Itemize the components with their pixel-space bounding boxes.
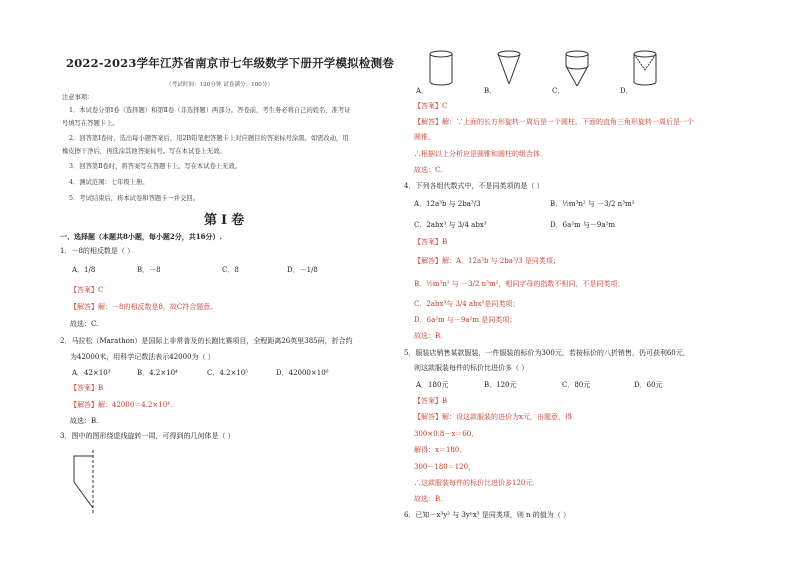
option-c: C．80元 — [562, 381, 591, 389]
question-stem-cont: 则这款服装每件的标价比进价多（ ） — [414, 364, 529, 372]
option-c: C． — [552, 87, 565, 95]
notice-line: 2．回答第Ⅰ卷时，选出每小题答案后，用2B铅笔把答题卡上对应题目的答案标号涂黑。如需改动，用 — [69, 135, 349, 143]
analysis-text: 【解答】解：A．12a³b 与 2ba³/3 是同类项； — [414, 257, 560, 265]
option-a: A． — [416, 87, 429, 95]
conclusion-text: 故选：B. — [70, 417, 99, 425]
answer-label: 【答案】B — [70, 384, 104, 392]
analysis-text: ∴根据以上分析应是圆锥和圆柱的组合体． — [414, 150, 547, 158]
notice-list — [62, 105, 394, 205]
conclusion-text: 故选：B. — [414, 332, 443, 340]
option-d: D．42000×10⁰ — [276, 369, 329, 377]
option-c: C．4.2×10⁵ — [207, 369, 249, 377]
notice-heading: 注意事项： — [62, 94, 94, 101]
notice-line: 号填写在答题卡上。 — [62, 119, 119, 127]
option-a: A．12a³b 与 2ba³/3 — [414, 200, 481, 208]
option-b: B．4.2×10⁴ — [137, 369, 178, 377]
analysis-text: 【解答】解：设这款服装的进价为x元，由题意，得 — [414, 413, 572, 421]
analysis-text: 【解答】解：42000＝4.2×10⁴. — [70, 401, 173, 409]
notice-line: 橡皮擦干净后，再选涂其他答案标号。写在本试卷上无效。 — [62, 147, 226, 155]
analysis-text: B．½m³n² 与 －3/2 n³m²，相同字母的指数不相同，不是同类项； — [414, 280, 625, 288]
option-b: B．120元 — [484, 381, 517, 389]
question-stem: 5．服装店销售某款服装，一件服装的标价为300元，若按标价的八折销售，仍可获利60元， — [404, 349, 690, 357]
analysis-text: 【解答】解：∵上面的长方形旋转一周后是一个圆柱，下面的直角三角形旋转一周后是一个 — [414, 118, 694, 126]
option-a: A．42×10³ — [72, 369, 111, 377]
notice-line: 4．测试范围：七年级上册。 — [69, 178, 149, 186]
question-stem: 2．马拉松（Marathon）是国际上非常普及的长跑比赛项目，全程距离26英里385码，折合约 — [60, 337, 353, 345]
notice-line: 3．回答第Ⅱ卷时，将答案写在答题卡上。写在本试卷上无效。 — [69, 163, 242, 171]
option-c: C．2abx³ 与 3/4 abx³ — [414, 221, 487, 229]
question-stem: 6．已知－x³y² 与 3yⁿx³ 是同类项，则 n 的值为（ ） — [404, 511, 571, 519]
analysis-text: D．6a²m 与－9a²m 是同类项； — [414, 316, 517, 324]
conclusion-text: 故选：B. — [414, 495, 443, 503]
answer-label: 【答案】B — [414, 238, 448, 246]
question-stem: 4．下列各组代数式中，不是同类项的是（ ） — [404, 182, 544, 190]
paper-title: 2022-2023学年江苏省南京市七年级数学下册开学模拟检测卷 — [66, 56, 394, 70]
exam-meta: （考试时间：120分钟 试卷满分：100分） — [166, 82, 274, 88]
analysis-text: 解得：x＝180． — [414, 446, 467, 454]
notice-line: 1．本试卷分第Ⅰ卷（选择题）和第Ⅱ卷（非选择题）两部分。答卷前，考生务必将自己的姓名、准考证 — [69, 107, 351, 114]
analysis-text: 300×0.8－x＝60， — [414, 430, 479, 438]
rotation-figure — [68, 448, 108, 518]
option-a: A．1/8 — [72, 266, 96, 274]
question-stem: 3．图中的图形绕虚线旋转一周，可得到的几何体是（ ） — [60, 432, 235, 440]
answer-label: 【答案】C — [70, 286, 104, 294]
section-title: 第Ⅰ卷 — [204, 213, 249, 228]
analysis-text: 300－180＝120， — [414, 463, 476, 471]
analysis-text: 【解答】解：－8的相反数是8，故C符合题意。 — [70, 303, 218, 311]
option-b: B．－8 — [137, 266, 161, 274]
option-d: D．60元 — [634, 381, 663, 389]
cone-figure — [494, 48, 524, 88]
option-b: B．½m³n² 与 －3/2 n³m² — [550, 200, 635, 208]
cone-cylinder-figure — [630, 48, 660, 90]
answer-label: 【答案】C — [414, 102, 448, 110]
option-a: A．180元 — [416, 381, 449, 389]
option-b: B． — [484, 87, 497, 95]
question-stem: 1．－8的相反数是（ ） — [60, 247, 135, 255]
cylinder-cone-figure — [562, 48, 592, 90]
cylinder-figure — [426, 48, 456, 88]
analysis-text: ∴这款服装每件的标价比进价多120元． — [414, 479, 540, 487]
question-stem-cont: 为42000米，用科学记数法表示42000为（ ） — [70, 353, 215, 361]
notice-line: 5．考试结束后，将本试卷和答题卡一并交回。 — [69, 194, 199, 202]
answer-label: 【答案】B — [414, 397, 448, 405]
option-d: D．－1/8 — [287, 266, 318, 274]
option-d: D．6a²m 与－9a²m — [550, 221, 615, 229]
conclusion-text: 故选：C. — [414, 166, 443, 174]
option-d: D． — [620, 87, 633, 95]
conclusion-text: 故选：C. — [70, 320, 99, 328]
analysis-text: C．2abx³与 3/4 abx³是同类项； — [414, 300, 520, 308]
analysis-text: 圆锥， — [414, 133, 435, 141]
option-c: C．8 — [222, 266, 239, 274]
part-heading: 一、选择题（本题共8小题，每小题2分，共16分）. — [60, 232, 222, 241]
